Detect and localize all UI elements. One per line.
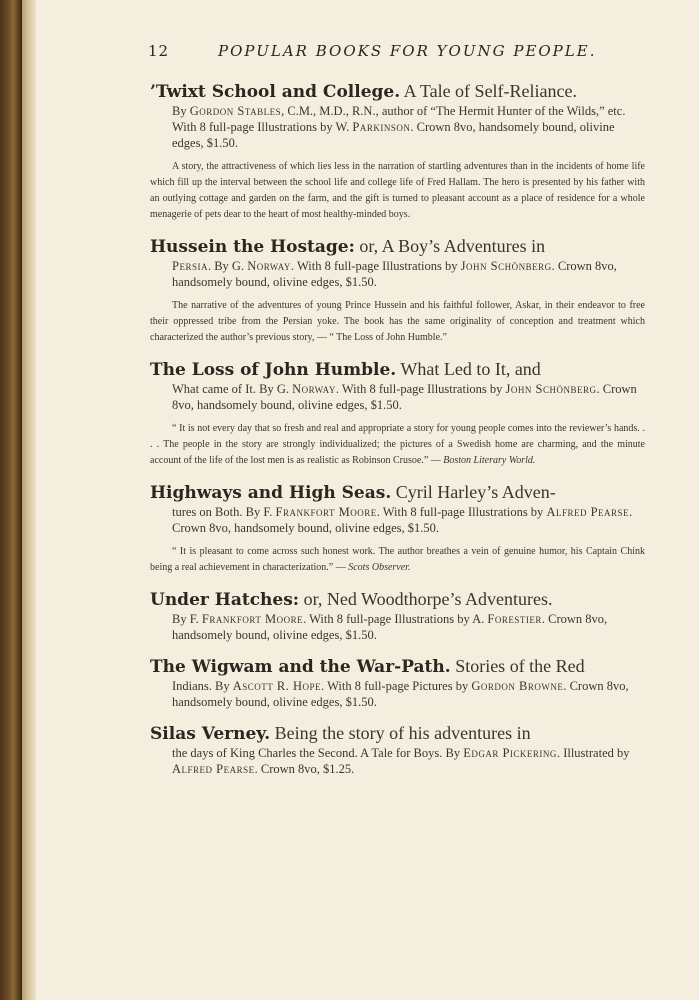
detail-text: . With 8 full-page Illustrations by (290, 259, 461, 273)
detail-text: . Illustrated by (556, 746, 630, 760)
author-name: Gordon Stables (189, 104, 282, 118)
detail-text: . Crown 8vo, handsomely bound, olivine edges, $1.50. (172, 259, 617, 289)
book-title-line (150, 235, 645, 258)
author-name: Frankfort Moore (275, 505, 377, 519)
book-review (150, 159, 645, 223)
book-subtitle: A Tale of Self-Reliance. (400, 81, 578, 101)
running-title: POPULAR BOOKS FOR YOUNG PEOPLE. (218, 42, 597, 60)
detail-text: . Crown 8vo, handsomely bound, olivine edges, $1.50. (172, 382, 637, 412)
detail-text: . Crown 8vo, handsomely bound, olivine edges, $1.50. (172, 612, 608, 642)
book-review (150, 421, 645, 469)
review-source: Boston Literary World. (440, 455, 536, 466)
page-gutter (22, 0, 36, 1000)
author-name: Alfred Pearse (546, 505, 630, 519)
author-name: Norway (247, 259, 291, 273)
detail-text: By F. (172, 612, 202, 626)
book-subtitle: What Led to It, and (396, 359, 541, 379)
book-title-line (150, 358, 645, 381)
book-title: Hussein the Hostage: (150, 237, 355, 257)
book-binding (0, 0, 22, 1000)
author-name: Alfred Pearse (172, 762, 255, 776)
review-text: “ It is not every day that so fresh and real and appropriate a story for young people comes into the reviewer’s hands. . . . The people in the story are strongly individualized; the pictures of a Swedish home are charming, and the minute account of the life of the lost men is as realistic as Robinson Crusoe.” — (150, 423, 645, 466)
book-details (172, 678, 645, 710)
author-name: Frankfort Moore (201, 612, 304, 626)
detail-text: . With 8 full-page Illustrations by (376, 505, 547, 519)
book-entry (150, 655, 645, 710)
book-title: Silas Verney. (150, 724, 271, 744)
detail-text: . By G. (207, 259, 248, 273)
detail-text: . Crown 8vo, handsomely bound, olivine edges, $1.50. (172, 679, 629, 709)
review-source: Scots Observer. (345, 562, 411, 573)
book-subtitle: Stories of the Red (450, 656, 585, 676)
book-title: ’Twixt School and College. (150, 82, 401, 102)
book-review (150, 544, 645, 576)
book-title-line (150, 481, 645, 504)
detail-text: By (172, 104, 190, 118)
author-name: John Schönberg (460, 259, 552, 273)
detail-text: Indians. By (172, 679, 233, 693)
book-details (172, 103, 645, 151)
book-title-line (150, 722, 645, 745)
author-name: Edgar Pickering (463, 746, 557, 760)
book-subtitle: or, A Boy’s Adventures in (354, 236, 546, 256)
book-title: The Wigwam and the War-Path. (150, 657, 451, 677)
review-text: The narrative of the adventures of young Prince Hussein and his faithful follower, Askar, in their endeavor to free their oppressed tribe from the Persian yoke. The book has the same originality of conception and treatment which characterized the author’s previous story, — “ The Loss of John Humble.” (150, 300, 645, 343)
author-name: Parkinson (352, 120, 411, 134)
book-title: Highways and High Seas. (150, 483, 392, 503)
author-name: Persia (172, 259, 208, 273)
book-title: The Loss of John Humble. (150, 360, 397, 380)
book-title-line (150, 655, 645, 678)
detail-text: What came of It. By G. (172, 382, 293, 396)
book-details (172, 745, 645, 777)
detail-text: the days of King Charles the Second. A Tale for Boys. By (172, 746, 464, 760)
book-title: Under Hatches: (150, 590, 300, 610)
author-name: Norway (292, 382, 336, 396)
review-text: A story, the attractiveness of which lies less in the narration of startling adventures than in the incidents of home life which fill up the interval between the school life and college life of Fred Hallam. The hero is presented by his father with an outlying cottage and garden on the farm, and the gift is turned to pleasant account as a place of residence for a whole menagerie of pets dear to the heart of most healthy-minded boys. (150, 161, 645, 220)
author-name: Forestier (487, 612, 542, 626)
detail-text: . Crown 8vo, $1.25. (254, 762, 355, 776)
detail-text: . With 8 full-page Illustrations by (335, 382, 506, 396)
book-title-line (150, 588, 645, 611)
book-title-line (150, 80, 645, 103)
detail-text: . With 8 full-page Pictures by (321, 679, 472, 693)
book-entry (150, 235, 645, 346)
book-entry (150, 358, 645, 469)
book-details (172, 258, 645, 290)
book-subtitle: Cyril Harley’s Adven- (391, 482, 556, 502)
book-review (150, 298, 645, 346)
detail-text: . Crown 8vo, handsomely bound, olivine edges, $1.50. (172, 120, 615, 150)
book-details (172, 381, 645, 413)
book-entry (150, 722, 645, 777)
page-number: 12 (148, 42, 170, 60)
book-list (150, 80, 645, 789)
book-details (172, 611, 645, 643)
book-entry (150, 80, 645, 223)
author-name: Ascott R. Hope (232, 679, 322, 693)
detail-text: . Crown 8vo, handsomely bound, olivine edges, $1.50. (172, 505, 633, 535)
review-text: “ It is pleasant to come across such honest work. The author breathes a vein of genuine humor, his Captain Chink being a real achievement in characterization.” — (150, 546, 645, 573)
book-details (172, 504, 645, 536)
book-subtitle: or, Ned Woodthorpe’s Adventures. (299, 589, 553, 609)
book-entry (150, 481, 645, 576)
author-name: Gordon Browne (471, 679, 564, 693)
book-entry (150, 588, 645, 643)
book-subtitle: Being the story of his adventures in (270, 723, 531, 743)
detail-text: , C.M., M.D., R.N., author of “The Hermit Hunter of the Wilds,” etc. With 8 full-page Illustrations by W. (172, 104, 626, 134)
detail-text: . With 8 full-page Illustrations by A. (303, 612, 488, 626)
detail-text: tures on Both. By F. (172, 505, 276, 519)
author-name: John Schönberg (505, 382, 597, 396)
